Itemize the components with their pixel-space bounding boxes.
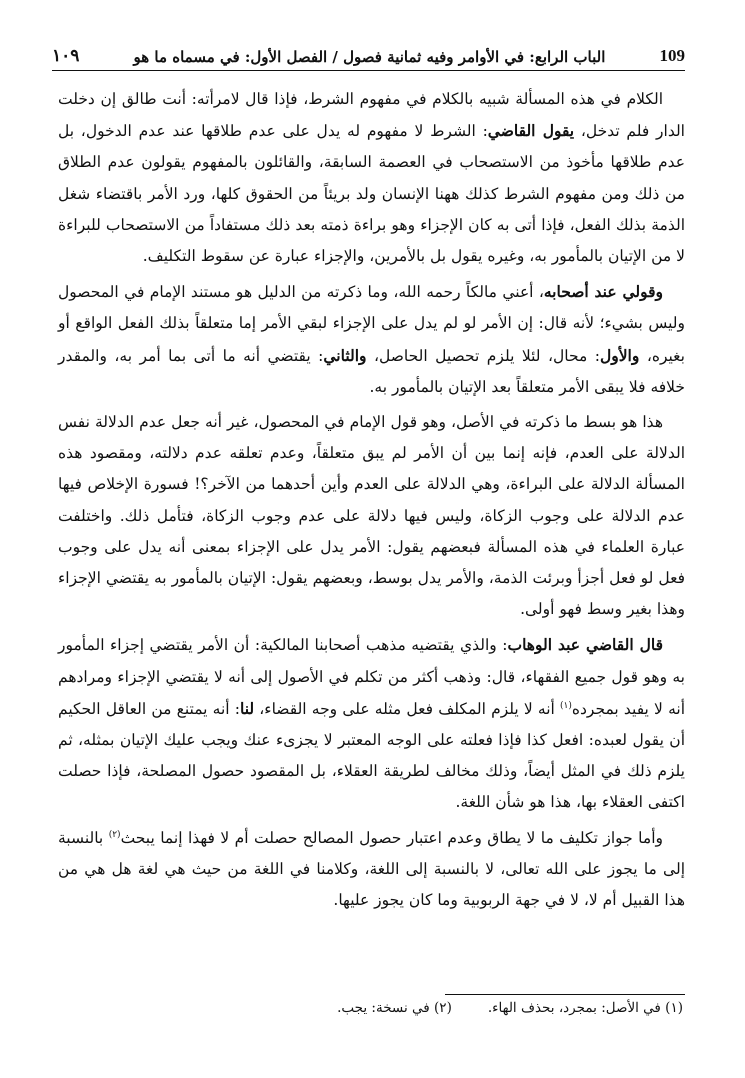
footnotes bbox=[200, 1000, 683, 1016]
page-number-arabic: ١٠٩ bbox=[52, 46, 80, 66]
footnote-divider bbox=[445, 994, 685, 995]
bold-term: والثاني bbox=[323, 345, 367, 365]
text-run: : الشرط لا مفهوم له يدل على عدم طلاقها عند عدم الدخول، بل عدم طلاقها مأخوذ من الاستصحاب في العصمة السابقة، والقائلون بالمفهوم يقولون عدم الطلاق من ذلك ومن مفهوم الشرط كذلك ههنا الإنسان ولد بريئاً من الحقوق كلها، ورد الأمر باقتضاء شغل الذمة بذلك الفعل، فإذا أتى به كان الإجزاء وهو براءة ذمته بعد ذلك مستفاداً من الاستصحاب للبراءة لا من الإتيان بالمأمور به، وغيره يقول بل بالأمرين، والإجزاء عبارة عن سقوط التكليف. bbox=[58, 122, 685, 266]
bold-term: لنا bbox=[239, 698, 255, 718]
paragraph bbox=[58, 276, 685, 403]
footnote-ref: (٢) bbox=[108, 829, 121, 840]
page-header bbox=[52, 36, 685, 71]
bold-term: يقول القاضي bbox=[487, 121, 575, 141]
text-run: : أنه يمتنع من العاقل الحكيم أن يقول لعبده: افعل كذا فإذا فعلته على الوجه المعتبر لا يجزىء عنك ويجب عليك الإتيان بمثله، ثم يلزم ذلك في المثل أيضاً، وذلك مخالف لطريقة العقلاء، بل المقصود حصول المصلحة، فإذا حصلت اكتفى العقلاء بها، هذا هو شأن اللغة. bbox=[58, 699, 685, 812]
paragraph bbox=[58, 407, 685, 625]
footnote-2: (٢) في نسخة: يجب. bbox=[337, 1000, 452, 1016]
body-text bbox=[58, 84, 685, 920]
bold-term: والأول bbox=[599, 345, 640, 365]
footnote-ref: (١) bbox=[560, 700, 572, 711]
text-run: : محال، لئلا يلزم تحصيل الحاصل، bbox=[366, 346, 600, 365]
paragraph bbox=[58, 84, 685, 272]
footnote-1: (١) في الأصل: بمجرد، بحذف الهاء. bbox=[487, 1000, 683, 1016]
text-run: أنه لا يلزم المكلف فعل مثله على وجه القضاء، bbox=[254, 699, 560, 718]
text-run: : يقتضي أنه ما أتى بما أمر به، والمقدر خلافه فلا يبقى الأمر متعلقاً بعد الإتيان بالمأمور به. bbox=[58, 346, 685, 396]
bold-term: قال القاضي عبد الوهاب bbox=[507, 635, 663, 655]
text-run: بالنسبة إلى ما يجوز على الله تعالى، لا بالنسبة إلى اللغة، وكلامنا في اللغة من حيث هي لغة هل هي من هذا القبيل أم لا، لا في جهة الربوبية وما كان يجوز عليها. bbox=[58, 828, 685, 910]
text-run: وأما جواز تكليف ما لا يطاق وعدم اعتبار حصول المصالح حصلت أم لا فهذا إنما يبحث bbox=[120, 828, 663, 847]
paragraph bbox=[58, 823, 685, 917]
running-title: الباب الرابع: في الأوامر وفيه ثمانية فصول / الفصل الأول: في مسماه ما هو bbox=[133, 48, 606, 66]
text-run: : والذي يقتضيه مذهب أصحابنا المالكية: أن الأمر يقتضي إجزاء المأمور به وهو قول جميع الفقهاء، قال: وذهب أكثر من تكلم في الأصول إلى أنه لا يقتضي الإجزاء ومرادهم أنه لا يفيد بمجرده bbox=[58, 636, 685, 718]
bold-term: وقولي عند أصحابه bbox=[543, 282, 663, 302]
paragraph bbox=[58, 629, 685, 818]
text-run: ، أعني مالكاً رحمه الله، وما ذكرته من الدليل هو مستند الإمام في المحصول وليس بشيء؛ لأنه قال: إن الأمر لو لم يدل على الإجزاء لبقي الأمر إما متعلقاً بذلك الفعل الواقع أو بغيره، bbox=[58, 283, 685, 365]
text-run: الكلام في هذه المسألة شبيه بالكلام في مفهوم الشرط، فإذا قال لامرأته: أنت طالق إن دخلت الدار فلم تدخل، bbox=[58, 90, 685, 141]
text-run: هذا هو بسط ما ذكرته في الأصل، وهو قول الإمام في المحصول، غير أنه جعل عدم الدلالة نفس الدلالة على العدم، فإنه إنما بين أن الأمر لم يبق متعلقاً، وعدم تعلقه عدم دلالته، ومقصود هذه المسألة الدلالة على البراءة، وهي الدلالة على العدم وأين أحدهما من الآخر؟! فسورة الإخلاص فيها عدم الدلالة على وجوب الزكاة، وليس فيها دلالة على عدم وجوب الزكاة، فتأمل ذلك. واختلفت عبارة العلماء في هذه المسألة فبعضهم يقول: الأمر يدل على الإجزاء بمعنى أنه يدل على وجوب فعل لو فعل أجزأ وبرئت الذمة، والأمر يدل بوسط، وبعضهم يقول: الإتيان بالمأمور به يقتضي الإجزاء وهذا بغير وسط فهو أولى. bbox=[58, 413, 685, 619]
page-number: 109 bbox=[659, 46, 685, 65]
